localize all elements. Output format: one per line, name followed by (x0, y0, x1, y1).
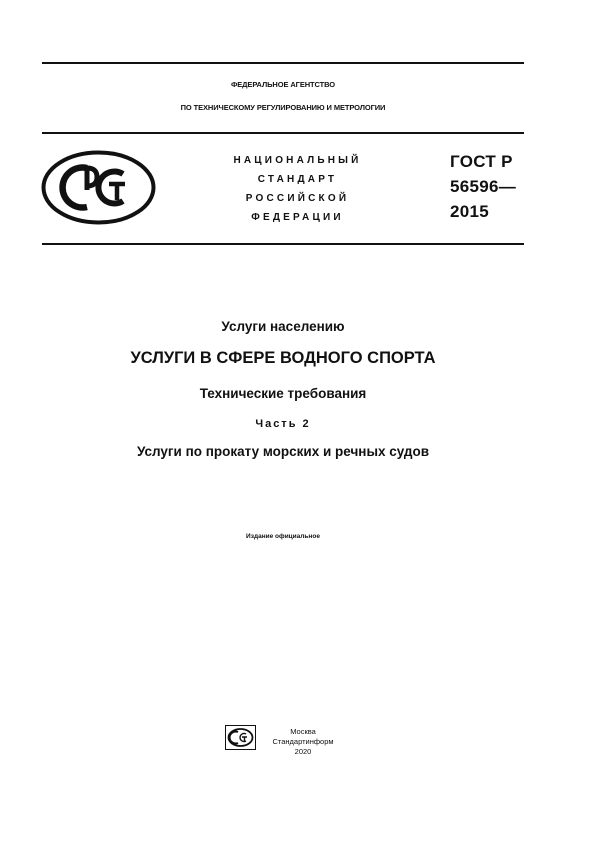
logo-text: РСТ (41, 150, 43, 151)
header-rule (42, 132, 524, 134)
publisher-year: 2020 (294, 747, 312, 756)
edition-label: Издание официальное (246, 533, 320, 540)
title-category: Услуги населению (221, 319, 345, 334)
title-part: Часть 2 (255, 418, 311, 430)
title-part-name: Услуги по прокату морских и речных судов (136, 444, 430, 459)
agency-name-line2: ПО ТЕХНИЧЕСКОМУ РЕГУЛИРОВАНИЮ И МЕТРОЛОГИИ (180, 103, 386, 112)
title-main: УСЛУГИ В СФЕРЕ ВОДНОГО СПОРТА (130, 349, 436, 367)
standard-line3: РОССИЙСКОЙ (245, 193, 350, 204)
standard-line2: СТАНДАРТ (257, 174, 338, 185)
designation-line2: 56596— (450, 177, 517, 196)
gost-r-certification-mark-icon (41, 150, 156, 225)
title-subtitle: Технические требования (199, 386, 367, 401)
top-rule (42, 62, 524, 64)
publisher-city: Москва (290, 727, 316, 736)
designation-line3: 2015 (450, 202, 490, 221)
designation-line1: ГОСТ Р (450, 152, 513, 171)
agency-name-line1: ФЕДЕРАЛЬНОЕ АГЕНТСТВО (230, 80, 336, 89)
standartinform-logo-icon (225, 725, 256, 750)
standard-line1: НАЦИОНАЛЬНЫЙ (233, 155, 362, 166)
standard-line4: ФЕДЕРАЦИИ (251, 212, 344, 223)
divider-rule (42, 243, 524, 245)
publisher-name: Стандартинформ (272, 737, 334, 746)
